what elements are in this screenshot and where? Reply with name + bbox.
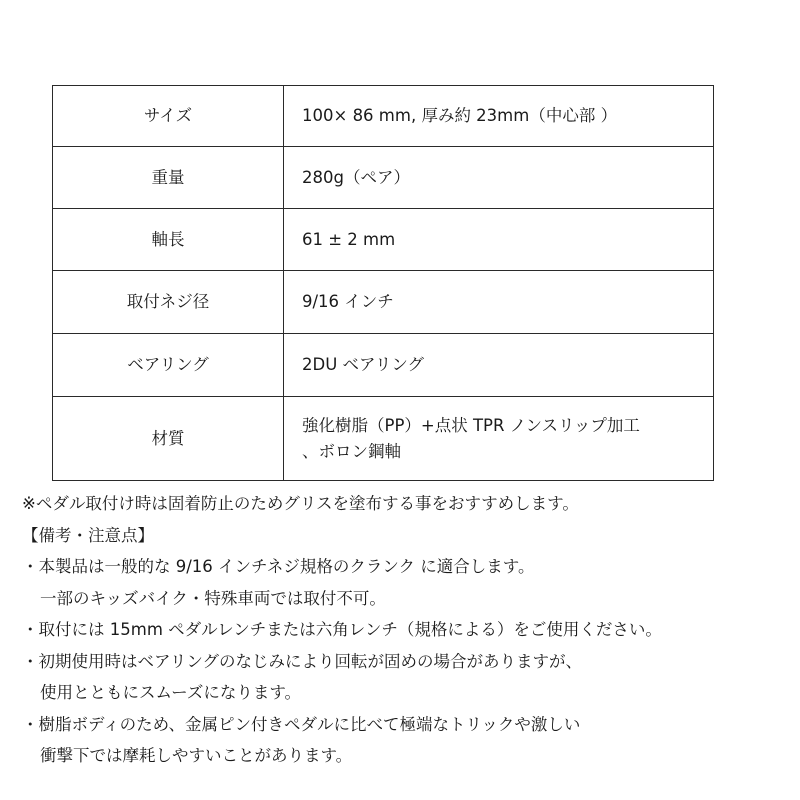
grease-note: ※ペダル取付け時は固着防止のためグリスを塗布する事をおすすめします。: [22, 494, 579, 513]
spec-value: 61 ± 2 mm: [284, 209, 714, 271]
note-item: [22, 614, 792, 646]
notes-heading: 【備考・注意点】: [22, 525, 154, 545]
spec-value: 100× 86 mm, 厚み約 23mm（中心部 ）: [284, 86, 714, 147]
spec-row-weight: [53, 147, 714, 209]
spec-label: 取付ネジ径: [53, 271, 284, 334]
spec-row-bearing: [53, 334, 714, 397]
spec-row-material: [53, 397, 714, 481]
note-line: ・初期使用時はベアリングのなじみにより回転が固めの場合がありますが、: [22, 651, 583, 671]
spec-value: 2DU ベアリング: [284, 334, 714, 397]
spec-label: 材質: [53, 397, 284, 481]
spec-row-size: [53, 86, 714, 147]
note-item: [22, 646, 792, 709]
spec-value: 280g（ペア）: [284, 147, 714, 209]
note-line-continued: 使用とともにスムーズになります。: [40, 683, 302, 702]
note-line: ・樹脂ボディのため、金属ピン付きペダルに比べて極端なトリックや激しい: [22, 714, 581, 734]
spec-label: サイズ: [53, 86, 284, 147]
spec-row-thread: [53, 271, 714, 334]
note-item: [22, 709, 792, 772]
spec-value: 強化樹脂（PP）+点状 TPR ノンスリップ加工 、ボロン鋼軸: [284, 397, 714, 481]
note-line: ・取付には 15mm ペダルレンチまたは六角レンチ（規格による）をご使用ください。: [22, 620, 662, 639]
note-line: ・本製品は一般的な 9/16 インチネジ規格のクランク に適合します。: [22, 557, 535, 576]
spec-table: [52, 85, 714, 481]
spec-value: 9/16 インチ: [284, 271, 714, 334]
spec-label: 重量: [53, 147, 284, 209]
spec-row-axle-length: [53, 209, 714, 271]
notes-section: [22, 488, 792, 772]
note-line-continued: 一部のキッズバイク・特殊車両では取付不可。: [40, 588, 386, 608]
spec-label: 軸長: [53, 209, 284, 271]
note-item: [22, 551, 792, 614]
spec-label: ベアリング: [53, 334, 284, 397]
note-line-continued: 衝撃下では摩耗しやすいことがあります。: [40, 746, 353, 765]
